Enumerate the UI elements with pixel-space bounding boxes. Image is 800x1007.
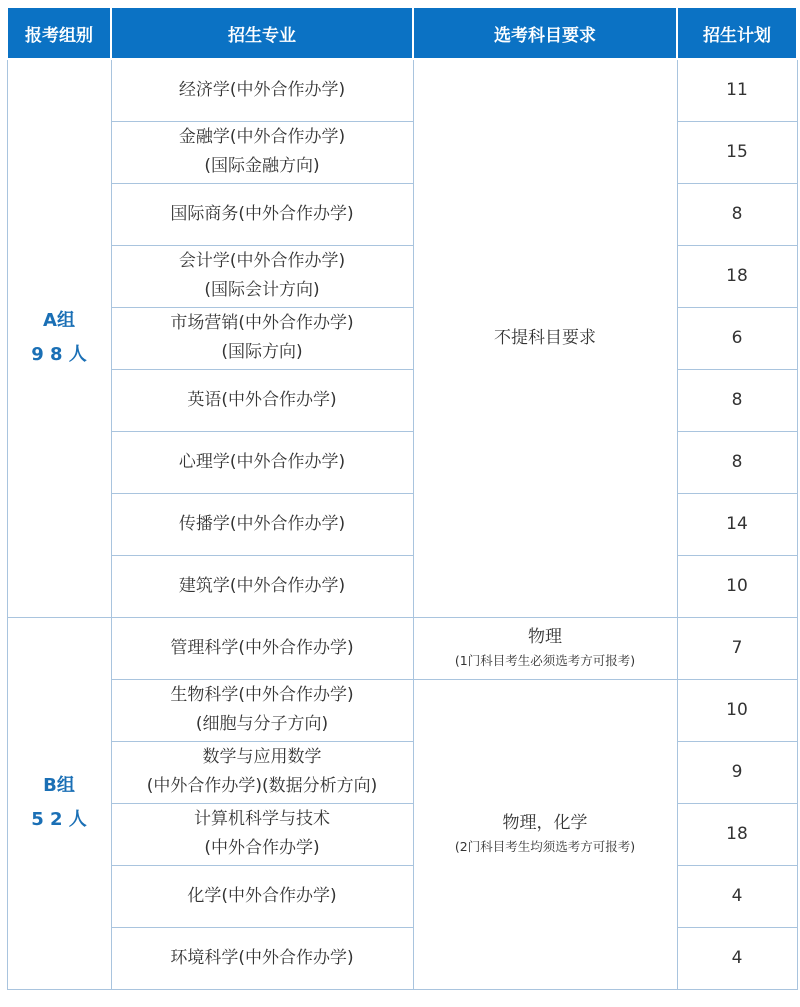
subject-requirement-cell: [413, 679, 677, 989]
plan-cell: 15: [677, 121, 797, 183]
enrollment-plan-table: [6, 6, 798, 990]
plan-cell: 6: [677, 307, 797, 369]
table-row: [7, 555, 797, 617]
table-row: [7, 431, 797, 493]
table-row: [7, 679, 797, 741]
major-line: 管理科学(中外合作办学): [170, 637, 354, 658]
major-cell: [111, 493, 413, 555]
table-row: [7, 927, 797, 989]
major-line: (中外合作办学): [204, 838, 320, 858]
subject-requirement-note: (1门科目考生必须选考方可报考): [454, 653, 636, 668]
plan-cell: 18: [677, 803, 797, 865]
major-line: 会计学(中外合作办学): [178, 251, 346, 271]
group-cell-a: [7, 59, 111, 617]
table-row: [7, 803, 797, 865]
major-line: 英语(中外合作办学): [187, 389, 337, 410]
major-line: (国际方向): [221, 342, 303, 362]
header-subject: 选考科目要求: [413, 7, 677, 59]
subject-requirement-note: (2门科目考生均须选考方可报考): [454, 839, 636, 854]
major-line: 建筑学(中外合作办学): [178, 575, 346, 596]
plan-cell: 18: [677, 245, 797, 307]
table-row: [7, 617, 797, 679]
major-line: (中外合作办学)(数据分析方向): [146, 776, 378, 796]
plan-cell: 10: [677, 679, 797, 741]
major-cell: [111, 369, 413, 431]
major-line: 心理学(中外合作办学): [178, 451, 346, 472]
major-line: 市场营销(中外合作办学): [170, 313, 354, 333]
table-row: [7, 59, 797, 121]
major-line: 数学与应用数学: [202, 747, 322, 767]
major-cell: [111, 741, 413, 803]
major-line: 金融学(中外合作办学): [178, 127, 346, 147]
major-cell: [111, 803, 413, 865]
table-row: [7, 493, 797, 555]
major-line: (细胞与分子方向): [195, 714, 329, 734]
plan-cell: 11: [677, 59, 797, 121]
major-cell: [111, 183, 413, 245]
major-line: 环境科学(中外合作办学): [170, 947, 354, 968]
plan-cell: 4: [677, 927, 797, 989]
major-cell: [111, 431, 413, 493]
table-row: [7, 741, 797, 803]
plan-cell: 9: [677, 741, 797, 803]
table-row: [7, 369, 797, 431]
major-line: (国际会计方向): [204, 280, 320, 300]
major-cell: [111, 927, 413, 989]
major-line: 生物科学(中外合作办学): [170, 685, 354, 705]
major-line: 传播学(中外合作办学): [178, 513, 346, 534]
major-cell: [111, 121, 413, 183]
subject-requirement: 物理: [528, 627, 562, 647]
table-row: [7, 183, 797, 245]
plan-cell: 8: [677, 431, 797, 493]
plan-cell: 10: [677, 555, 797, 617]
plan-cell: 14: [677, 493, 797, 555]
plan-cell: 8: [677, 183, 797, 245]
group-cell-b: [7, 617, 111, 989]
major-cell: [111, 679, 413, 741]
major-line: 化学(中外合作办学): [187, 885, 337, 906]
major-line: (国际金融方向): [204, 156, 320, 176]
major-cell: [111, 59, 413, 121]
plan-cell: 7: [677, 617, 797, 679]
subject-requirement: 不提科目要求: [494, 328, 596, 349]
major-cell: [111, 245, 413, 307]
major-cell: [111, 307, 413, 369]
major-cell: [111, 865, 413, 927]
header-plan: 招生计划: [677, 7, 797, 59]
group-name: A组: [43, 310, 75, 332]
subject-requirement-cell: [413, 59, 677, 617]
major-cell: [111, 555, 413, 617]
major-line: 经济学(中外合作办学): [178, 79, 346, 100]
header-group: 报考组别: [7, 7, 111, 59]
subject-requirement-cell: [413, 617, 677, 679]
major-line: 国际商务(中外合作办学): [170, 203, 354, 224]
table-header: [7, 7, 797, 59]
table-row: [7, 865, 797, 927]
plan-cell: 8: [677, 369, 797, 431]
table-row: [7, 307, 797, 369]
header-major: 招生专业: [111, 7, 413, 59]
table-row: [7, 121, 797, 183]
plan-cell: 4: [677, 865, 797, 927]
group-count: 5 2 人: [31, 809, 87, 830]
table-row: [7, 245, 797, 307]
major-line: 计算机科学与技术: [194, 809, 330, 829]
group-name: B组: [43, 775, 75, 796]
subject-requirement: 物理，化学: [502, 813, 588, 833]
major-cell: [111, 617, 413, 679]
group-count: 9 8 人: [31, 344, 87, 366]
